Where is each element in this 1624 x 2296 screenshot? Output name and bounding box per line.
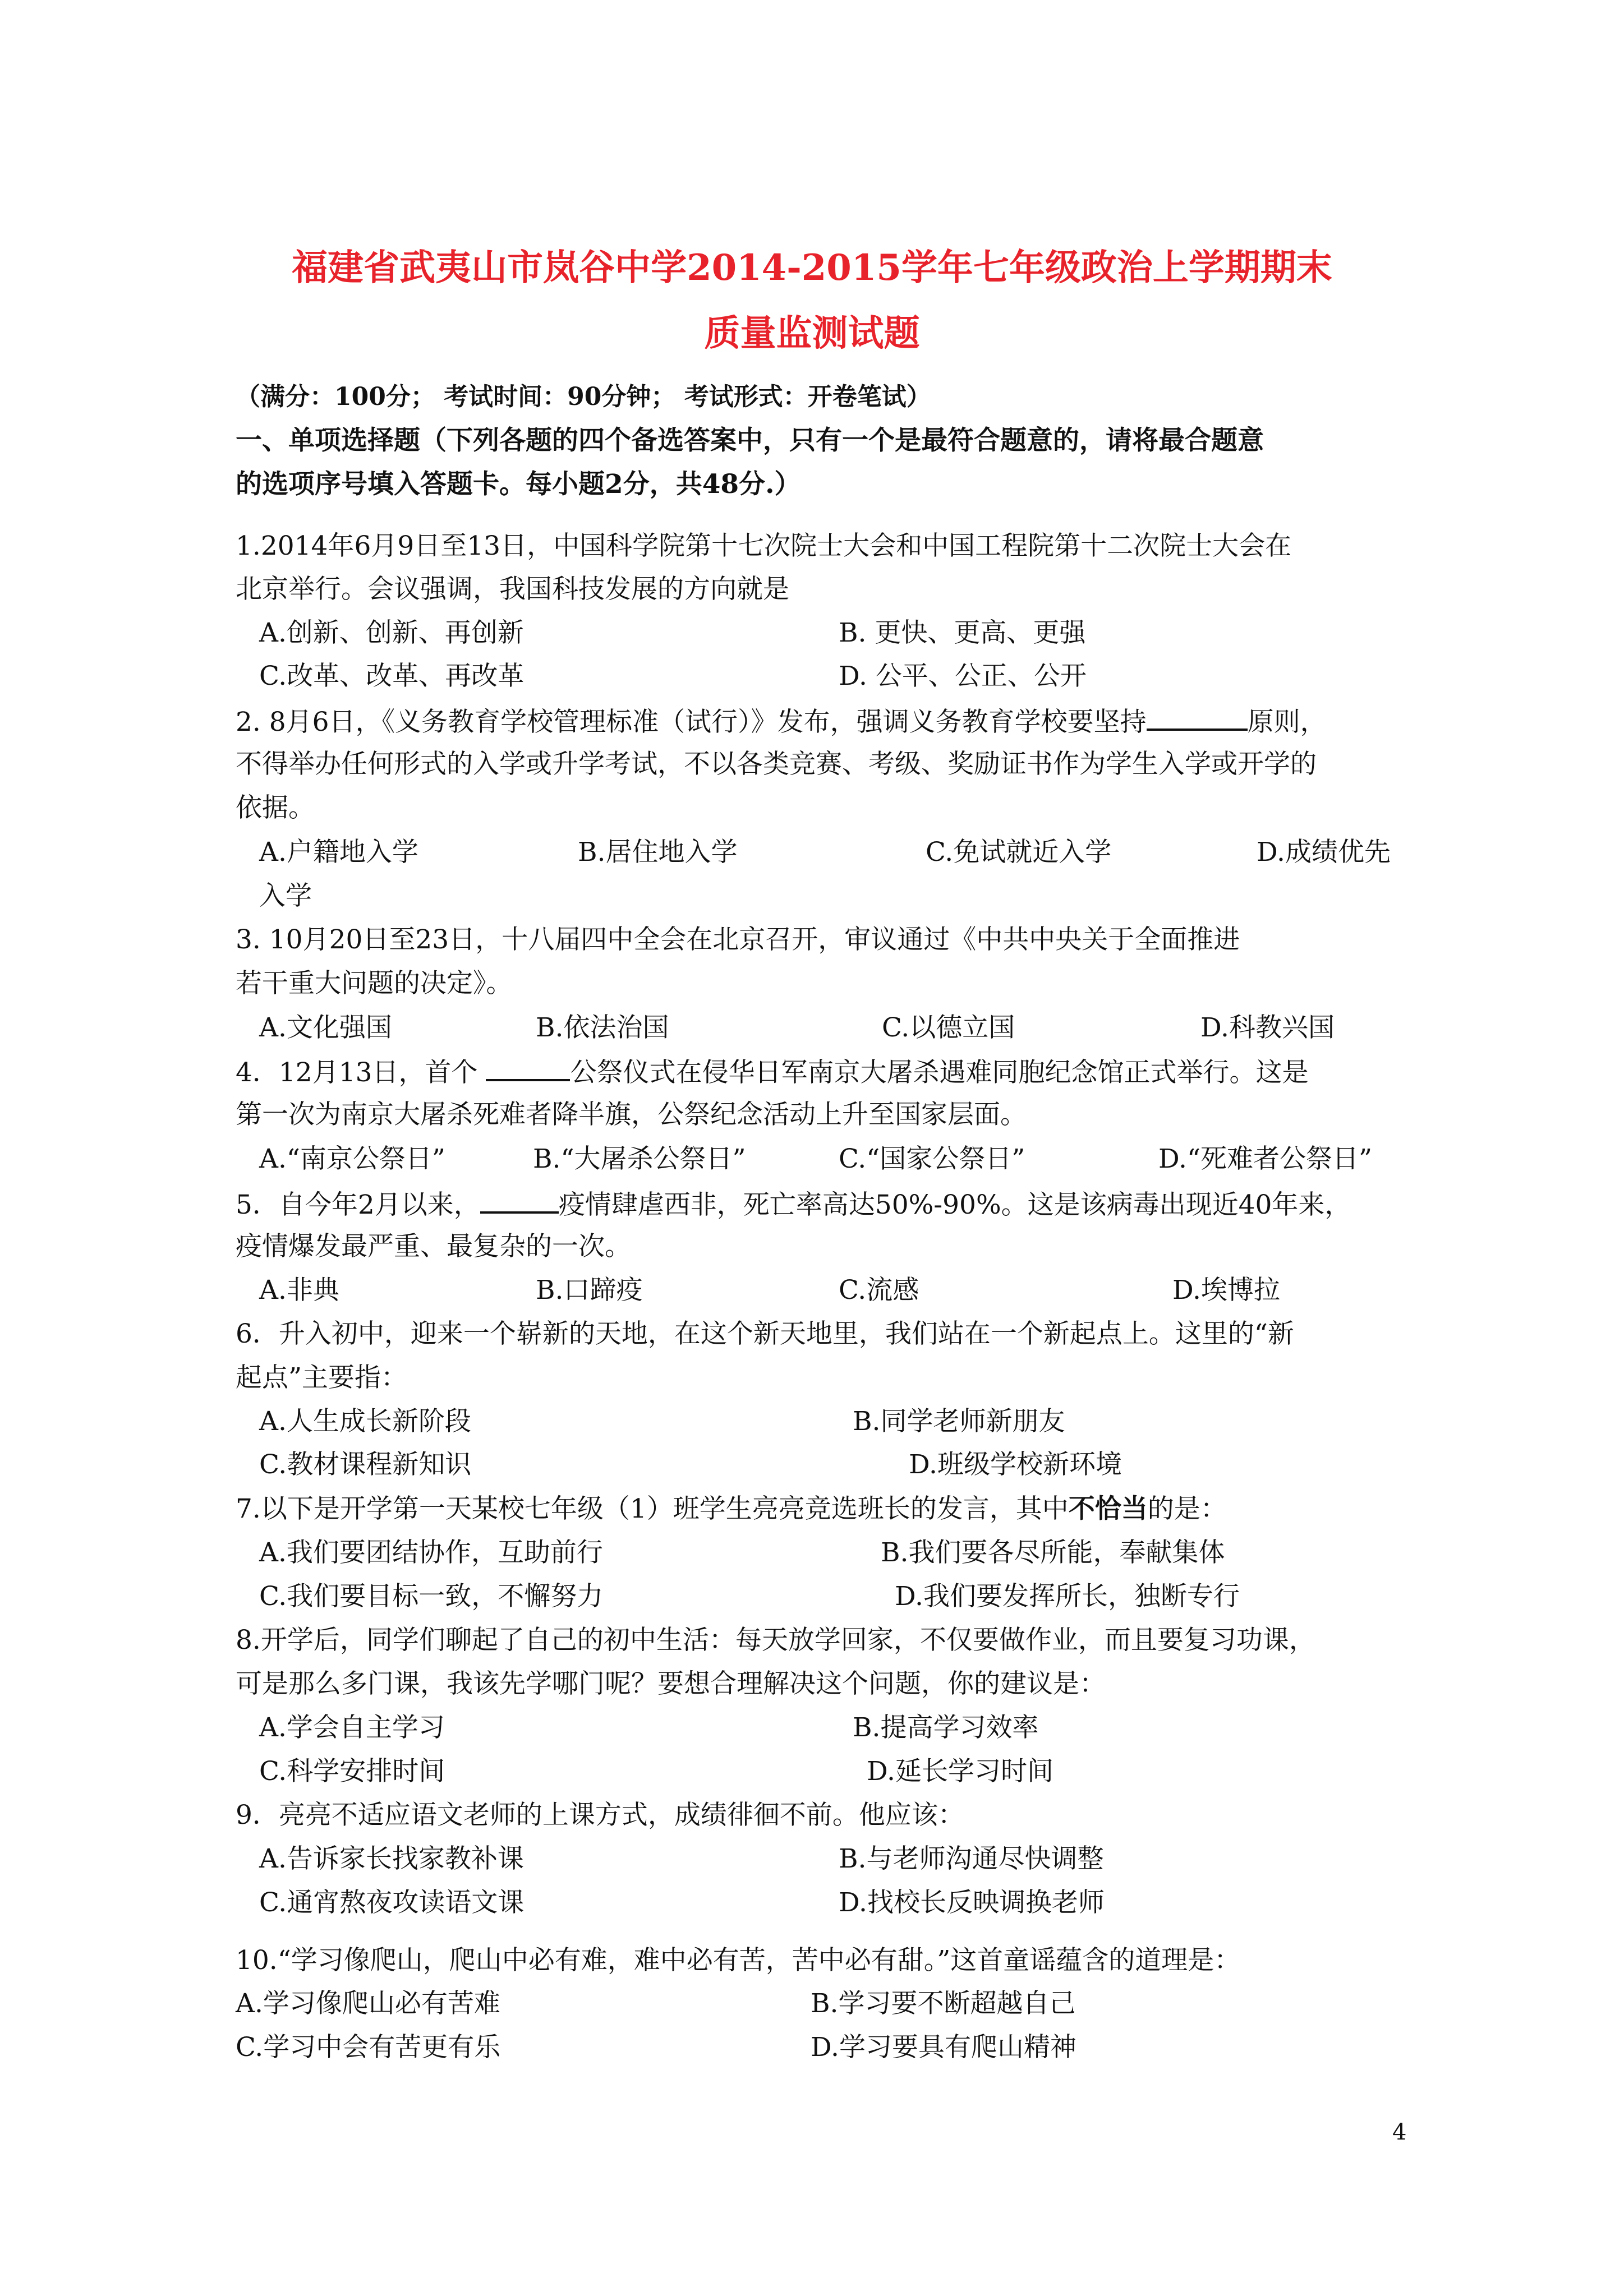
question-4-option-b: B.“大屠杀公祭日”	[533, 1144, 746, 1174]
exam-title-line2: 质量监测试题	[704, 312, 920, 354]
question-2-stem-text: 2. 8月6日，《义务教育学校管理标准（试行）》发布，强调义务教育学校要坚持	[236, 707, 1147, 737]
question-7-stem-line1	[236, 1492, 1227, 1526]
question-5-option-a: A.非典	[259, 1275, 339, 1306]
question-10-option-a: A.学习像爬山必有苦难	[236, 1988, 500, 2019]
question-5-option-b: B.口蹄疫	[536, 1275, 643, 1306]
question-5-stem-tail: 疫情肆虐西非，死亡率高达50%-90%。这是该病毒出现近40年来，	[558, 1190, 1351, 1220]
question-2-option-c: C.免试就近入学	[926, 837, 1112, 868]
question-2-option-a: A.户籍地入学	[259, 837, 418, 868]
question-6-option-b: B.同学老师新朋友	[853, 1406, 1065, 1437]
question-8-option-a: A.学会自主学习	[259, 1712, 445, 1743]
question-8-stem-line1: 8.开学后，同学们聊起了自己的初中生活：每天放学回家，不仅要做作业，而且要复习功课，	[236, 1625, 1315, 1656]
question-3-option-a: A.文化强国	[259, 1012, 392, 1043]
question-2-stem-line3: 依据。	[236, 792, 315, 823]
question-9-option-d: D.找校长反映调换老师	[839, 1887, 1105, 1918]
question-7-emphasis: 不恰当	[1068, 1493, 1148, 1524]
section-heading-line2: 的选项序号填入答题卡。每小题2分，共48分.）	[236, 469, 801, 500]
exam-info: （满分：100分； 考试时间：90分钟； 考试形式：开卷笔试）	[236, 382, 931, 411]
question-4-stem-text: 4．12月13日，首个	[236, 1057, 486, 1088]
question-3-stem-line1: 3. 10月20日至23日，十八届四中全会在北京召开，审议通过《中共中央关于全面推进	[236, 924, 1240, 955]
question-3-option-b: B.依法治国	[536, 1012, 669, 1043]
question-2-option-d: D.成绩优先	[1257, 837, 1391, 868]
question-5-stem-text: 5．自今年2月以来，	[236, 1190, 480, 1220]
question-7-option-d: D.我们要发挥所长，独断专行	[895, 1581, 1240, 1612]
question-9-option-c: C.通宵熬夜攻读语文课	[259, 1887, 525, 1918]
question-2-stem-tail: 原则，	[1247, 707, 1327, 737]
question-5-stem-line1	[236, 1187, 1351, 1222]
question-9-option-b: B.与老师沟通尽快调整	[839, 1843, 1104, 1874]
question-8-option-c: C.科学安排时间	[259, 1756, 445, 1787]
question-6-stem-line2: 起点”主要指：	[236, 1362, 408, 1393]
exam-title-line1: 福建省武夷山市岚谷中学2014-2015学年七年级政治上学期期末	[292, 247, 1332, 289]
question-1-stem-line2: 北京举行。会议强调，我国科技发展的方向就是	[236, 574, 789, 605]
question-8-option-d: D.延长学习时间	[867, 1756, 1053, 1787]
question-5-stem-line2: 疫情爆发最严重、最复杂的一次。	[236, 1231, 631, 1262]
question-7-option-a: A.我们要团结协作，互助前行	[259, 1537, 603, 1568]
question-4-blank	[486, 1054, 570, 1081]
question-3-option-c: C.以德立国	[882, 1012, 1015, 1043]
question-1-stem-line1: 1.2014年6月9日至13日，中国科学院第十七次院士大会和中国工程院第十二次院士大会在	[236, 531, 1292, 561]
question-7-option-c: C.我们要目标一致，不懈努力	[259, 1581, 604, 1612]
question-2-option-b: B.居住地入学	[578, 837, 738, 868]
question-5-option-c: C.流感	[839, 1275, 919, 1306]
question-1-option-c: C.改革、改革、再改革	[259, 661, 525, 691]
question-4-option-a: A.“南京公祭日”	[259, 1144, 445, 1174]
question-4-option-d: D.“死难者公祭日”	[1158, 1144, 1373, 1174]
question-7-option-b: B.我们要各尽所能，奉献集体	[881, 1537, 1225, 1568]
question-4-option-c: C.“国家公祭日”	[839, 1144, 1025, 1174]
question-10-option-b: B.学习要不断超越自己	[811, 1988, 1076, 2019]
question-8-option-b: B.提高学习效率	[853, 1712, 1039, 1743]
question-9-stem-line1: 9．亮亮不适应语文老师的上课方式，成绩徘徊不前。他应该：	[236, 1800, 964, 1831]
question-6-option-a: A.人生成长新阶段	[259, 1406, 471, 1437]
question-10-option-d: D.学习要具有爬山精神	[811, 2032, 1076, 2063]
question-1-option-a: A.创新、创新、再创新	[259, 617, 524, 648]
question-3-stem-line2: 若干重大问题的决定》。	[236, 968, 513, 999]
section-heading-line1: 一、单项选择题（下列各题的四个备选答案中，只有一个是最符合题意的，请将最合题意	[236, 425, 1264, 456]
question-7-stem-tail: 的是：	[1147, 1493, 1227, 1524]
question-4-stem-line1	[236, 1054, 1308, 1090]
question-6-stem-line1: 6．升入初中，迎来一个崭新的天地，在这个新天地里，我们站在一个新起点上。这里的“新	[236, 1318, 1294, 1349]
question-2-stem-line1	[236, 704, 1327, 739]
question-3-option-d: D.科教兴国	[1200, 1012, 1335, 1043]
question-8-stem-line2: 可是那么多门课，我该先学哪门呢？要想合理解决这个问题，你的建议是：	[236, 1668, 1106, 1699]
question-2-option-d-wrap: 入学	[259, 880, 312, 911]
question-10-stem-line1: 10.“学习像爬山，爬山中必有难，难中必有苦，苦中必有甜。”这首童谣蕴含的道理是：	[236, 1945, 1241, 1976]
question-10-option-c: C.学习中会有苦更有乐	[236, 2032, 501, 2063]
question-1-option-d: D. 公平、公正、公开	[839, 661, 1087, 691]
question-9-option-a: A.告诉家长找家教补课	[259, 1843, 524, 1874]
question-7-stem-text: 7.以下是开学第一天某校七年级（1）班学生亮亮竞选班长的发言，其中	[236, 1493, 1069, 1524]
question-5-option-d: D.埃博拉	[1172, 1275, 1280, 1306]
question-4-stem-tail: 公祭仪式在侵华日军南京大屠杀遇难同胞纪念馆正式举行。这是	[570, 1057, 1309, 1088]
question-6-option-c: C.教材课程新知识	[259, 1449, 472, 1480]
page-number: 4	[1392, 2119, 1407, 2145]
question-6-option-d: D.班级学校新环境	[909, 1449, 1122, 1480]
question-1-option-b: B. 更快、更高、更强	[839, 617, 1086, 648]
question-2-stem-line2: 不得举办任何形式的入学或升学考试，不以各类竞赛、考级、奖励证书作为学生入学或开学的	[236, 749, 1317, 780]
question-2-blank	[1147, 704, 1248, 731]
question-5-blank	[480, 1187, 559, 1214]
question-4-stem-line2: 第一次为南京大屠杀死难者降半旗，公祭纪念活动上升至国家层面。	[236, 1099, 1027, 1130]
